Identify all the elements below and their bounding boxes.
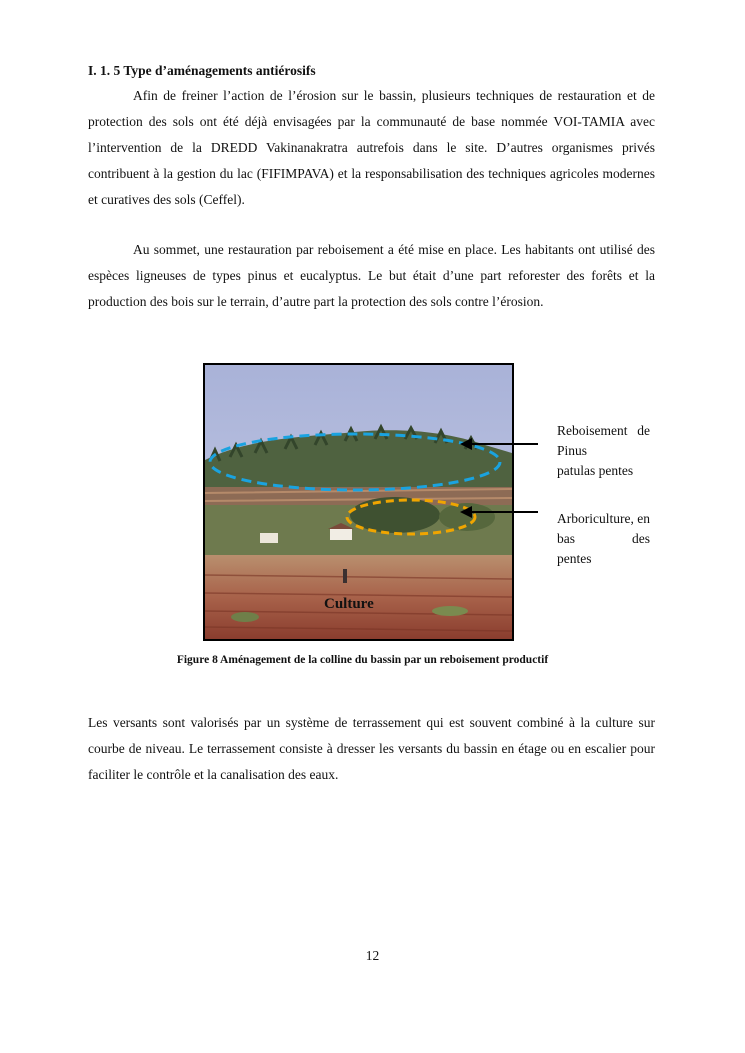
page-number: 12 bbox=[365, 948, 380, 963]
house bbox=[330, 529, 352, 540]
callout-arboriculture-last-line: pentes bbox=[557, 551, 592, 566]
paragraph-antierosion-techniques: Afin de freiner l’action de l’érosion sur le bassin, plusieurs techniques de restauration et de protection des sols ont été déjà envisagées par la communauté de base nommée VOI-TAMIA avec l’intervention de la DREDD Vakinanakratra autrefois dans le site. D’autres organismes privés contribuent à la gestion du lac (FIFIMPAVA) et la responsabilisation des techniques agricoles modernes et curatives des sols (Ceffel). bbox=[88, 88, 655, 207]
crop-patch bbox=[231, 612, 259, 622]
crop-patch bbox=[432, 606, 468, 616]
callout-reforestation-text: Reboisement de Pinus bbox=[557, 423, 650, 458]
arrow-reforestation bbox=[460, 436, 540, 452]
tree-cluster bbox=[350, 497, 440, 533]
callout-reforestation-last-line: patulas pentes bbox=[557, 463, 634, 478]
figure-photo bbox=[203, 363, 514, 641]
paragraph-terracing: Les versants sont valorisés par un système de terrassement qui est souvent combiné à la culture sur courbe de niveau. Le terrassement consiste à dresser les versants du bassin en étage ou en escalier pour faciliter le contrôle et la canalisation des eaux. bbox=[88, 715, 655, 782]
callout-reforestation bbox=[557, 421, 650, 481]
figure-caption: Figure 8 Aménagement de la colline du bassin par un reboisement productif bbox=[176, 654, 549, 666]
arrow-arboriculture bbox=[460, 504, 540, 520]
person bbox=[343, 569, 347, 583]
house bbox=[260, 533, 278, 543]
section-heading: I. 1. 5 Type d’aménagements antiérosifs bbox=[88, 63, 316, 78]
paragraph-reforestation: Au sommet, une restauration par reboisement a été mise en place. Les habitants ont utilisé des espèces ligneuses de types pinus et eucalyptus. Le but était d’une part reforester des forêts et la production des bois sur le terrain, d’autre part la protection des sols contre l’érosion. bbox=[88, 242, 655, 309]
photo-label-culture: Culture bbox=[324, 596, 374, 612]
callout-arboriculture-text: Arboriculture, en bas des bbox=[557, 511, 650, 546]
callout-arboriculture bbox=[557, 509, 650, 569]
